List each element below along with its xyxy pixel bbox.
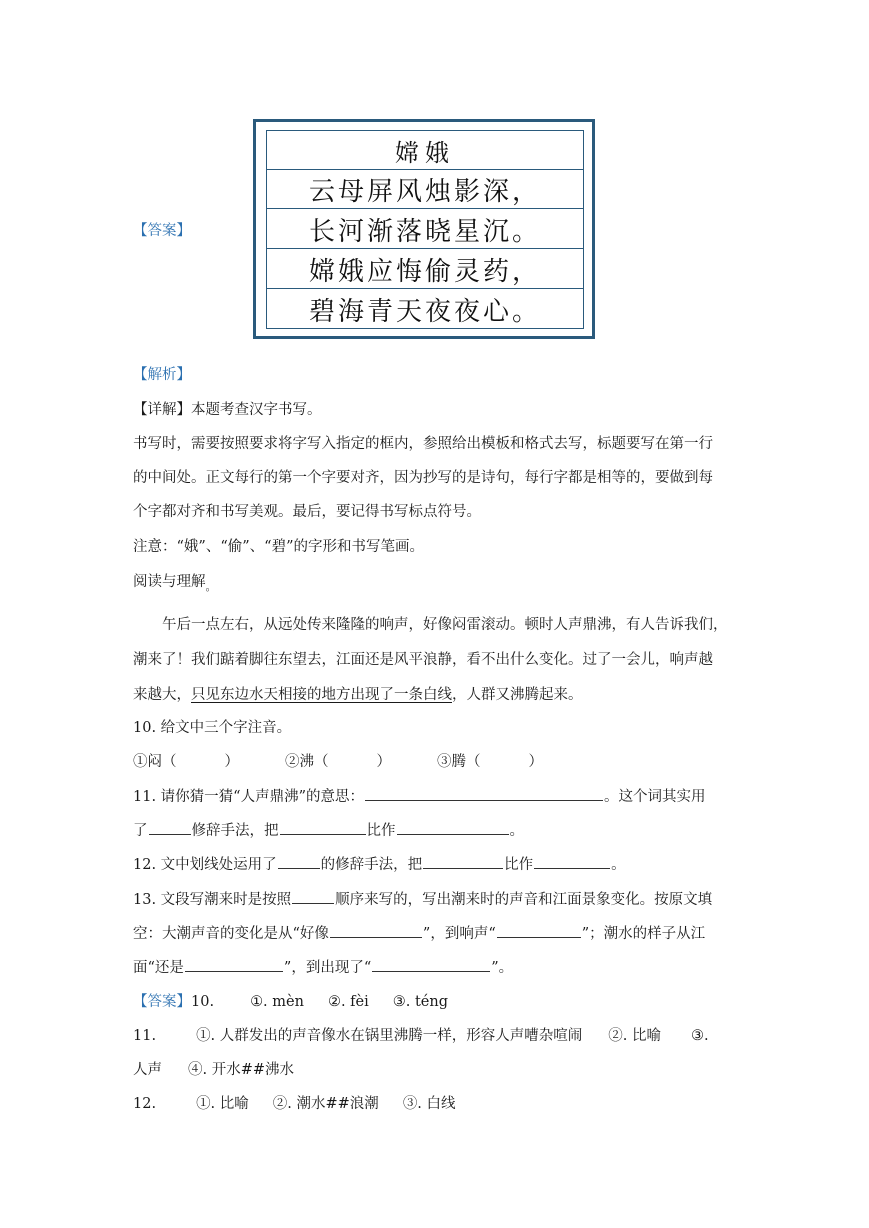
answer-blank[interactable] bbox=[423, 854, 503, 869]
answer-blank[interactable] bbox=[278, 854, 320, 869]
answer-number: 12. bbox=[133, 1096, 157, 1112]
q10-item: ） bbox=[528, 754, 543, 770]
answer-blank[interactable] bbox=[149, 820, 191, 835]
detail-line: 【详解】本题考查汉字书写。 bbox=[133, 402, 322, 418]
answer-blank[interactable] bbox=[397, 820, 509, 835]
passage-text: ，人群又沸腾起来。 bbox=[452, 687, 583, 703]
answer-item: ②. 比喻 bbox=[608, 1028, 661, 1044]
answer-item: ①. mèn bbox=[250, 994, 304, 1010]
q11-text: 了 bbox=[133, 823, 148, 839]
q10-items bbox=[133, 750, 543, 771]
underlined-sentence: 只见东边水天相接的地方出现了一条白线 bbox=[191, 687, 452, 703]
handwriting-box bbox=[253, 119, 595, 339]
q10-stem: 10. 给文中三个字注音。 bbox=[133, 720, 292, 736]
answer-tag: 【答案】 bbox=[133, 994, 191, 1010]
q13-text: ”，到响声“ bbox=[422, 926, 496, 942]
answer-item: ③. bbox=[691, 1028, 709, 1044]
answer-item: ③. téng bbox=[392, 994, 449, 1010]
answer-blank[interactable] bbox=[280, 820, 366, 835]
q13-text: 13. 文段写潮来时是按照 bbox=[133, 892, 292, 908]
explain-line: 的中间处。正文每行的第一个字要对齐，因为抄写的是诗句，每行字都是相等的，要做到每 bbox=[133, 470, 713, 486]
answer-number: 10. bbox=[191, 994, 215, 1010]
q13-text: ”，到出现了“ bbox=[283, 960, 372, 976]
analysis-tag: 【解析】 bbox=[133, 367, 191, 383]
answer-item: ④. 开水##沸水 bbox=[188, 1062, 295, 1078]
answer-item: ①. 比喻 bbox=[196, 1096, 249, 1112]
answer-blank[interactable] bbox=[292, 889, 334, 904]
answer-11-line bbox=[133, 1058, 294, 1079]
answer-item: ①. 人群发出的声音像水在锅里沸腾一样，形容人声嘈杂喧闹 bbox=[196, 1028, 583, 1044]
q12-line bbox=[133, 853, 626, 874]
answer-item: 人声 bbox=[133, 1062, 162, 1078]
note-line: 注意：“娥”、“偷”、“碧”的字形和书写笔画。 bbox=[133, 539, 424, 555]
handwriting-grid bbox=[266, 130, 584, 329]
answer-item: ③. 白线 bbox=[402, 1096, 456, 1112]
passage-line bbox=[133, 683, 583, 704]
poem-line: 长河渐落晓星沉。 bbox=[267, 210, 583, 249]
explain-line: 书写时，需要按照要求将字写入指定的框内，参照给出模板和格式去写，标题要写在第一行 bbox=[133, 436, 713, 452]
q11-text: 比作 bbox=[366, 823, 396, 839]
q13-text: 顺序来写的，写出潮来时的声音和江面景象变化。按原文填 bbox=[335, 892, 713, 908]
poem-title: 嫦娥 bbox=[267, 131, 583, 170]
q10-item: ③腾（ bbox=[437, 754, 481, 770]
q13-line bbox=[133, 888, 712, 909]
answer-11-line bbox=[133, 1024, 709, 1045]
answer-blank[interactable] bbox=[365, 786, 603, 801]
answer-number: 11. bbox=[133, 1028, 157, 1044]
q10-item: ） bbox=[376, 754, 391, 770]
passage-line: 午后一点左右，从远处传来隆隆的响声，好像闷雷滚动。顿时人声鼎沸，有人告诉我们， bbox=[162, 617, 728, 633]
answer-blank[interactable] bbox=[497, 923, 581, 938]
poem-line: 嫦娥应悔偷灵药， bbox=[267, 250, 583, 289]
q13-text: 面“还是 bbox=[133, 960, 184, 976]
q13-text: 空：大潮声音的变化是从“好像 bbox=[133, 926, 329, 942]
passage-line: 潮来了！我们踮着脚往东望去，江面还是风平浪静，看不出什么变化。过了一会儿，响声越 bbox=[133, 652, 713, 668]
section-mark: 。 bbox=[205, 580, 217, 593]
answer-tag: 【答案】 bbox=[133, 223, 191, 239]
q12-text: 比作 bbox=[504, 857, 534, 873]
q11-line bbox=[133, 819, 524, 840]
answer-blank[interactable] bbox=[330, 923, 422, 938]
q13-text: ”。 bbox=[491, 960, 514, 976]
section-title: 阅读与理解 bbox=[133, 574, 206, 590]
explain-line: 个字都对齐和书写美观。最后，要记得书写标点符号。 bbox=[133, 504, 481, 520]
q11-text: 。这个词其实用 bbox=[604, 789, 706, 805]
q10-item: ①闷（ bbox=[133, 754, 177, 770]
q10-item: ） bbox=[224, 754, 239, 770]
section-heading bbox=[133, 570, 217, 591]
q11-text: 。 bbox=[509, 823, 524, 839]
q11-line bbox=[133, 785, 706, 806]
q12-text: 12. 文中划线处运用了 bbox=[133, 857, 277, 873]
passage-text: 来越大， bbox=[133, 687, 191, 703]
answer-blank[interactable] bbox=[534, 854, 610, 869]
q10-item: ②沸（ bbox=[285, 754, 329, 770]
q12-text: 的修辞手法，把 bbox=[320, 857, 423, 873]
q12-text: 。 bbox=[611, 857, 626, 873]
q11-text: 11. 请你猜一猜“人声鼎沸”的意思： bbox=[133, 789, 364, 805]
q13-text: ”；潮水的样子从江 bbox=[581, 926, 706, 942]
poem-line: 云母屏风烛影深， bbox=[267, 170, 583, 209]
answer-blank[interactable] bbox=[372, 957, 490, 972]
answer-blank[interactable] bbox=[185, 957, 283, 972]
answer-10-line bbox=[133, 990, 448, 1011]
answer-item: ②. 潮水##浪潮 bbox=[272, 1096, 379, 1112]
poem-line: 碧海青天夜夜心。 bbox=[308, 297, 541, 327]
q11-text: 修辞手法，把 bbox=[191, 823, 279, 839]
answer-12-line bbox=[133, 1092, 456, 1113]
answer-item: ②. fèi bbox=[327, 994, 369, 1010]
q13-line bbox=[133, 956, 513, 977]
q13-line bbox=[133, 922, 705, 943]
